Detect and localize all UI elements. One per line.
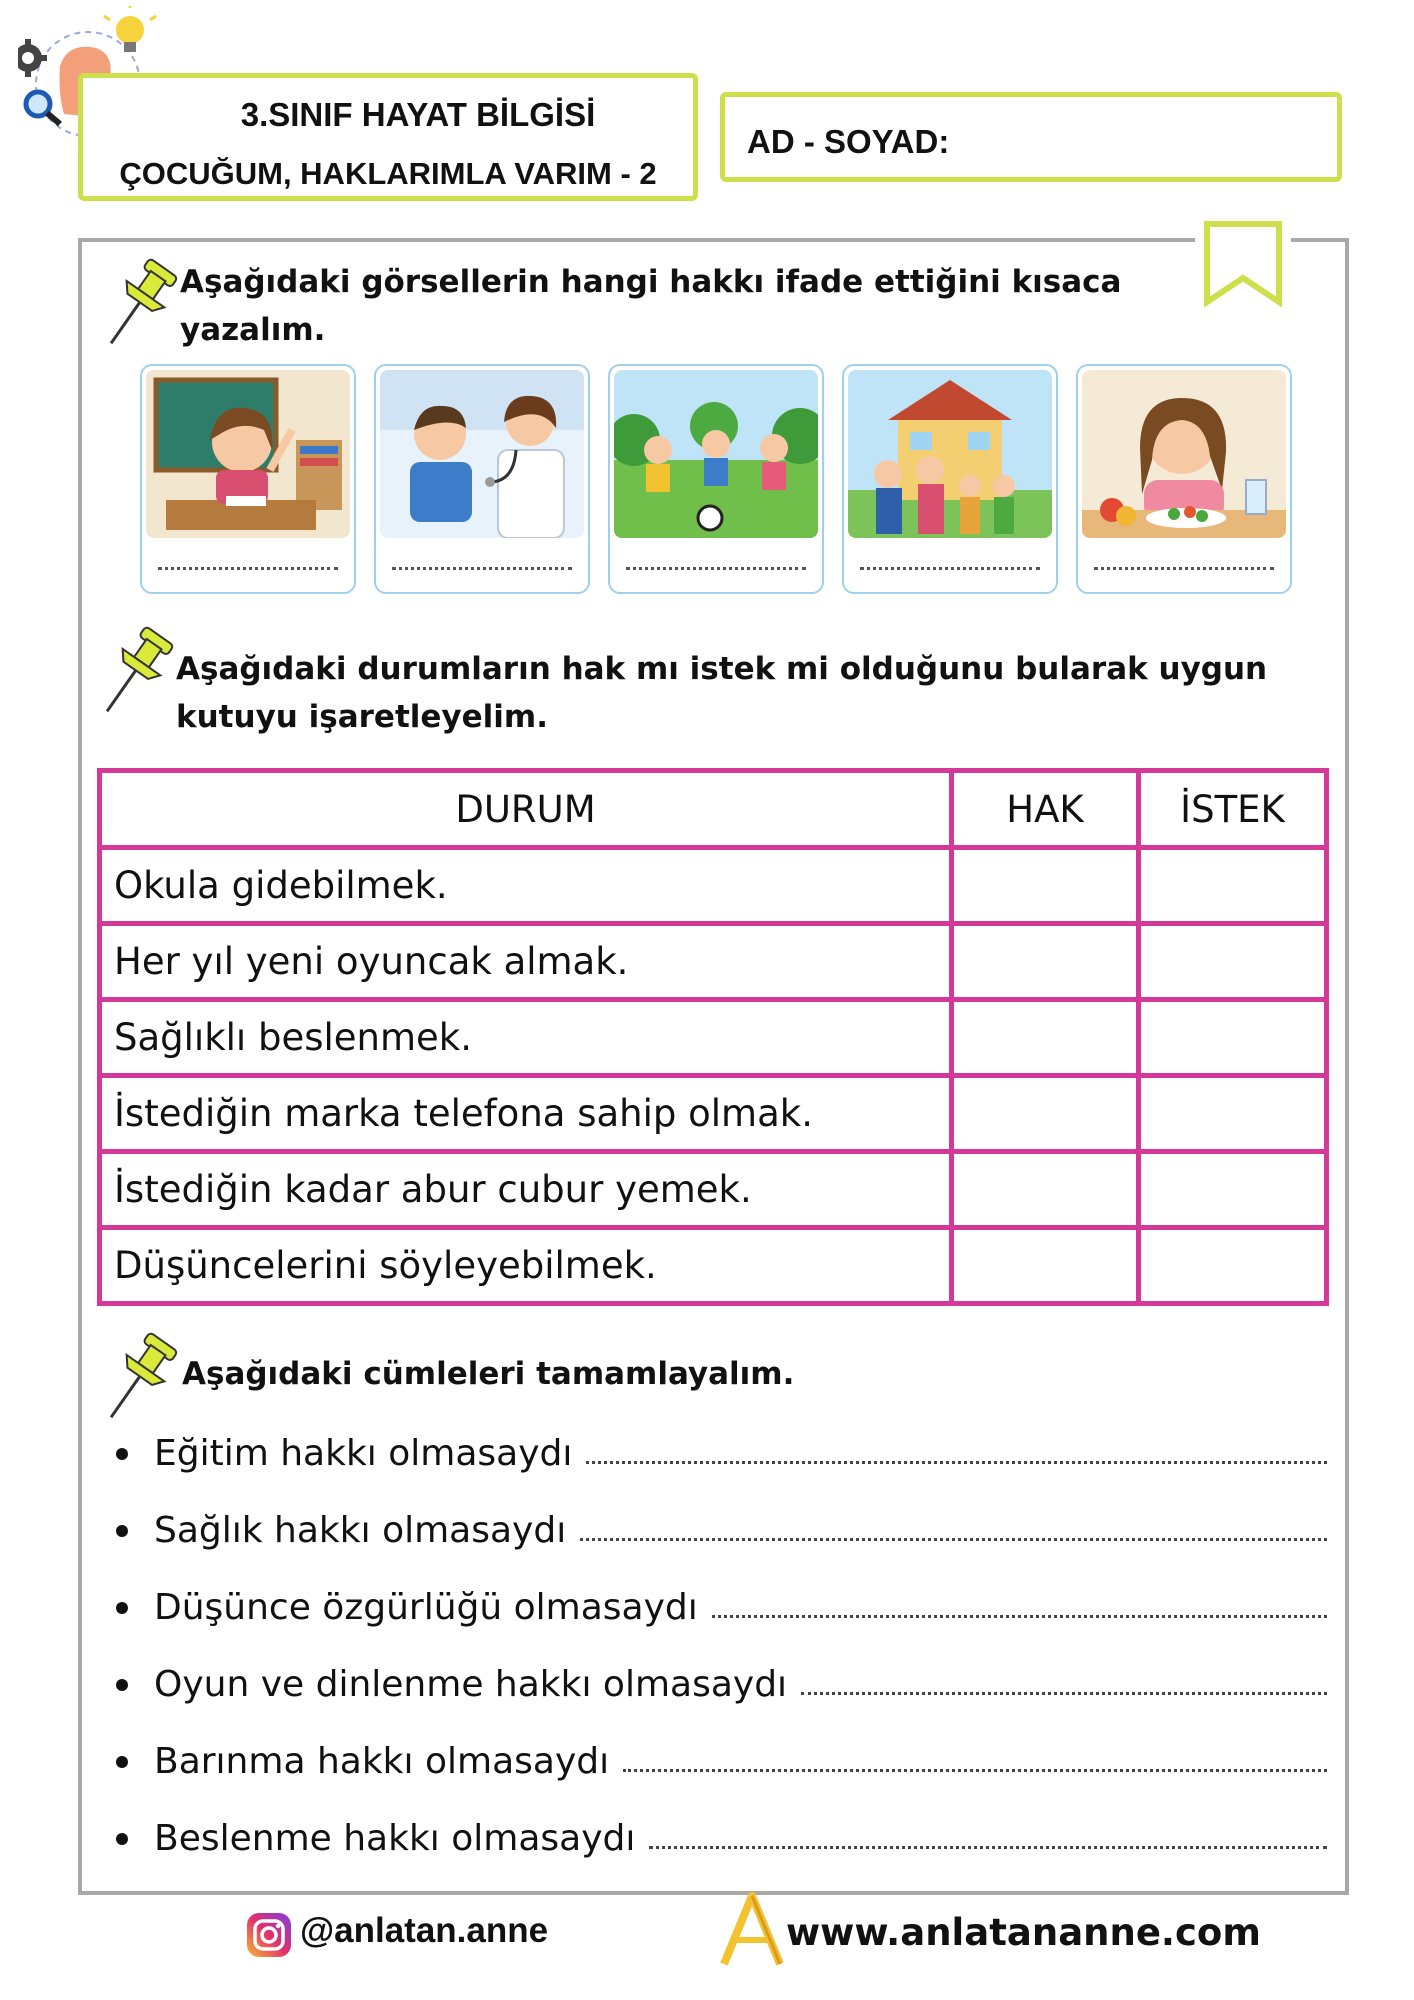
- girl-eating-illustration: [1082, 370, 1286, 538]
- table-row: [100, 1228, 1327, 1304]
- column-header-situation: DURUM: [100, 771, 952, 848]
- instagram-handle[interactable]: @anlatan.anne: [300, 1911, 549, 1950]
- picture-card-play: [608, 364, 824, 594]
- table-row: [100, 924, 1327, 1000]
- column-header-right: HAK: [952, 771, 1139, 848]
- picture-card-nutrition: [1076, 364, 1292, 594]
- school-girl-illustration: [146, 370, 350, 538]
- list-item: [112, 1736, 1327, 1782]
- table-row: [100, 1152, 1327, 1228]
- doctor-boy-illustration: [380, 370, 584, 538]
- instagram-icon: [246, 1912, 292, 1958]
- right-checkbox-cell[interactable]: [952, 1076, 1139, 1152]
- wish-checkbox-cell[interactable]: [1139, 1228, 1327, 1304]
- situation-cell: Sağlıklı beslenmek.: [100, 1000, 952, 1076]
- name-label: AD - SOYAD:: [747, 123, 950, 160]
- answer-line[interactable]: [801, 1692, 1327, 1695]
- answer-line[interactable]: [860, 567, 1040, 570]
- right-checkbox-cell[interactable]: [952, 848, 1139, 924]
- bullet-icon: [116, 1525, 128, 1537]
- right-checkbox-cell[interactable]: [952, 1152, 1139, 1228]
- pushpin-icon: [104, 1332, 182, 1432]
- right-checkbox-cell[interactable]: [952, 1000, 1139, 1076]
- sentence-prompt: Oyun ve dinlenme hakkı olmasaydı: [154, 1664, 788, 1705]
- pushpin-icon: [100, 626, 178, 726]
- section3-instruction: Aşağıdaki cümleleri tamamlayalım.: [182, 1356, 795, 1392]
- sentence-prompt: Beslenme hakkı olmasaydı: [154, 1818, 636, 1859]
- answer-line[interactable]: [623, 1769, 1327, 1772]
- list-item: [112, 1505, 1327, 1551]
- name-field-box[interactable]: [720, 92, 1342, 182]
- picture-card-health: [374, 364, 590, 594]
- wish-checkbox-cell[interactable]: [1139, 1152, 1327, 1228]
- answer-line[interactable]: [586, 1461, 1327, 1464]
- right-checkbox-cell[interactable]: [952, 1228, 1139, 1304]
- bullet-icon: [116, 1448, 128, 1460]
- wish-checkbox-cell[interactable]: [1139, 1076, 1327, 1152]
- right-checkbox-cell[interactable]: [952, 924, 1139, 1000]
- sentence-prompt: Düşünce özgürlüğü olmasaydı: [154, 1587, 698, 1628]
- wish-checkbox-cell[interactable]: [1139, 848, 1327, 924]
- kids-playing-illustration: [614, 370, 818, 538]
- answer-line[interactable]: [1094, 567, 1274, 570]
- section1-instruction-line2: yazalım.: [180, 312, 326, 348]
- situation-cell: Okula gidebilmek.: [100, 848, 952, 924]
- sentence-prompt: Sağlık hakkı olmasaydı: [154, 1510, 567, 1551]
- table-header-row: [100, 771, 1327, 848]
- unit-title: ÇOCUĞUM, HAKLARIMLA VARIM - 2: [119, 156, 657, 191]
- section2-instruction-line2: kutuyu işaretleyelim.: [176, 699, 548, 735]
- answer-line[interactable]: [712, 1615, 1327, 1618]
- picture-card-shelter: [842, 364, 1058, 594]
- list-item: [112, 1813, 1327, 1859]
- worksheet-title-box: [78, 73, 698, 201]
- section1-instruction-line1: Aşağıdaki görsellerin hangi hakkı ifade ettiğini kısaca: [180, 264, 1122, 300]
- wish-checkbox-cell[interactable]: [1139, 924, 1327, 1000]
- answer-line[interactable]: [392, 567, 572, 570]
- answer-line[interactable]: [580, 1538, 1327, 1541]
- bullet-icon: [116, 1679, 128, 1691]
- bullet-icon: [116, 1756, 128, 1768]
- sentence-prompt: Eğitim hakkı olmasaydı: [154, 1433, 573, 1474]
- column-header-wish: İSTEK: [1139, 771, 1327, 848]
- bullet-icon: [116, 1602, 128, 1614]
- bookmark-icon: [1195, 218, 1291, 316]
- list-item: [112, 1659, 1327, 1705]
- picture-card-school: [140, 364, 356, 594]
- right-or-wish-table: [97, 768, 1329, 1306]
- grade-subject-title: 3.SINIF HAYAT BİLGİSİ: [240, 96, 596, 133]
- table-row: [100, 848, 1327, 924]
- wish-checkbox-cell[interactable]: [1139, 1000, 1327, 1076]
- list-item: [112, 1428, 1327, 1474]
- sentence-prompt: Barınma hakkı olmasaydı: [154, 1741, 610, 1782]
- pushpin-icon: [104, 258, 182, 358]
- family-house-illustration: [848, 370, 1052, 538]
- list-item: [112, 1582, 1327, 1628]
- answer-line[interactable]: [649, 1846, 1327, 1849]
- section2-instruction-line1: Aşağıdaki durumların hak mı istek mi olduğunu bularak uygun: [176, 651, 1268, 687]
- table-row: [100, 1000, 1327, 1076]
- table-row: [100, 1076, 1327, 1152]
- letter-a-logo: [720, 1892, 784, 1966]
- answer-line[interactable]: [158, 567, 338, 570]
- situation-cell: İstediğin marka telefona sahip olmak.: [100, 1076, 952, 1152]
- situation-cell: İstediğin kadar abur cubur yemek.: [100, 1152, 952, 1228]
- situation-cell: Her yıl yeni oyuncak almak.: [100, 924, 952, 1000]
- situation-cell: Düşüncelerini söyleyebilmek.: [100, 1228, 952, 1304]
- website-link[interactable]: www.anlatananne.com: [786, 1911, 1261, 1954]
- answer-line[interactable]: [626, 567, 806, 570]
- bullet-icon: [116, 1833, 128, 1845]
